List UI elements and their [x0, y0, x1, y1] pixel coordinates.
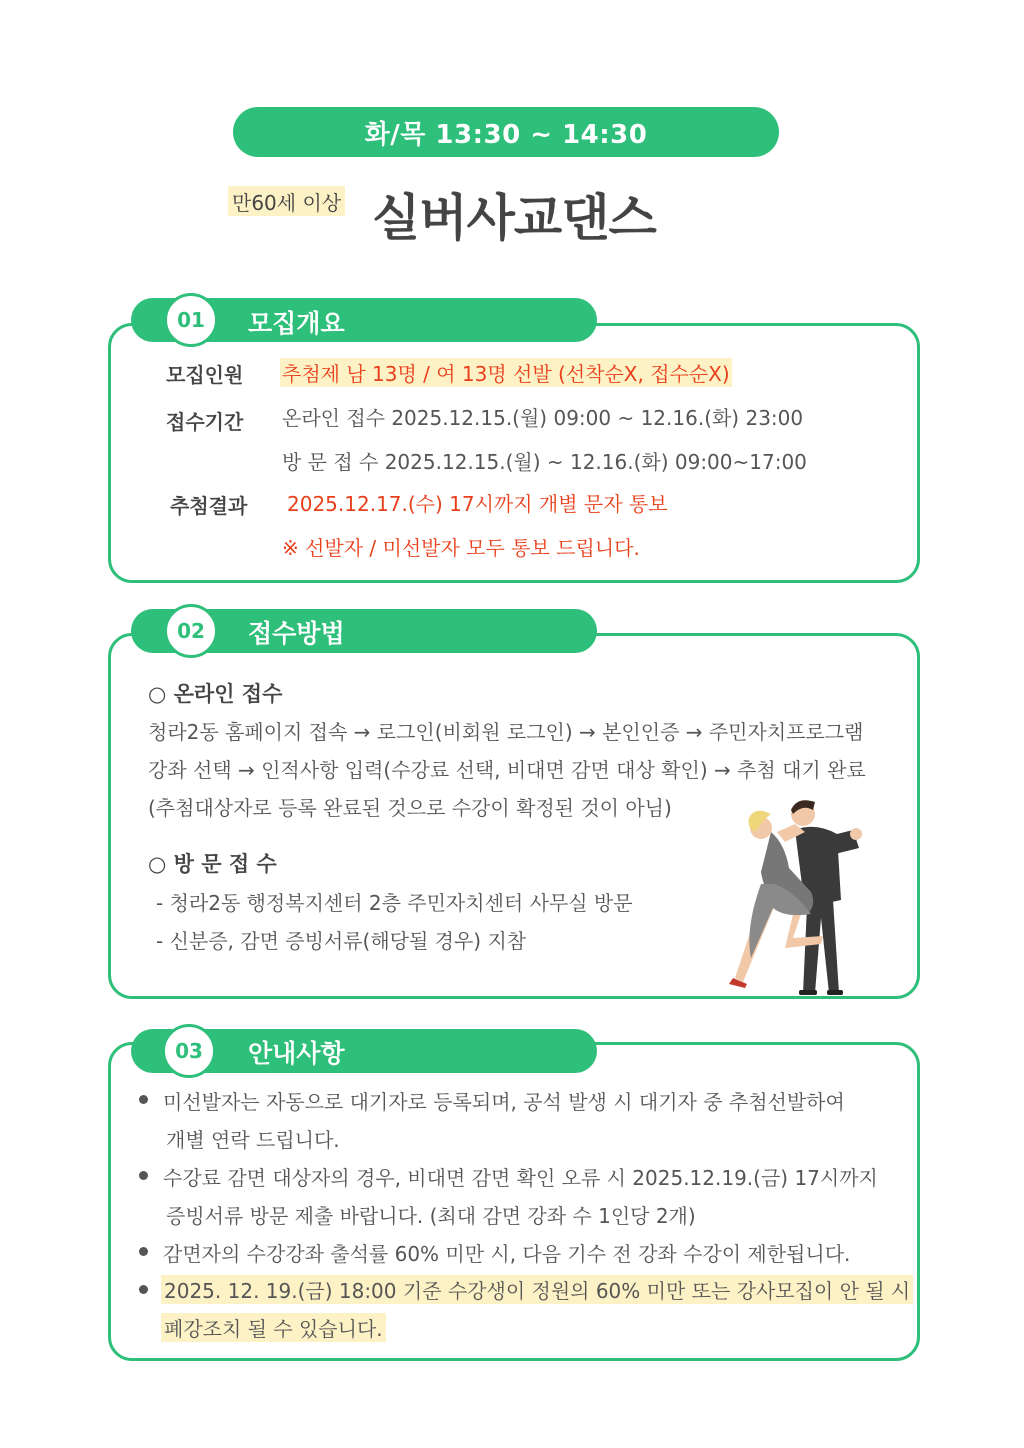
notice-line: 미선발자는 자동으로 대기자로 등록되며, 공석 발생 시 대기자 중 추첨선발하여	[163, 1090, 845, 1114]
period-online: 온라인 접수 2025.12.15.(월) 09:00 ~ 12.16.(화) 23:00	[282, 406, 804, 430]
bullet-dot	[139, 1247, 148, 1256]
bullet-dot	[139, 1285, 148, 1294]
age-badge: 만60세 이상	[228, 186, 345, 216]
period-label: 접수기간	[166, 410, 244, 434]
page-title: 실버사교댄스	[372, 189, 656, 247]
result-value: 2025.12.17.(수) 17시까지 개별 문자 통보	[287, 492, 668, 516]
online-apply-heading: ○ 온라인 접수	[148, 682, 283, 706]
bullet-dot	[139, 1095, 148, 1104]
section-title: 모집개요	[248, 309, 345, 338]
section-number-badge: 01	[164, 293, 218, 347]
visit-line: - 청라2동 행정복지센터 2층 주민자치센터 사무실 방문	[156, 891, 633, 915]
section-number-badge: 02	[164, 604, 218, 658]
recruit-value: 추첨제 남 13명 / 여 13명 선발 (선착순X, 접수순X)	[280, 358, 732, 387]
notice-line-highlight: 2025. 12. 19.(금) 18:00 기준 수강생이 정원의 60% 미만 또는 강사모집이 안 될 시	[161, 1275, 913, 1304]
section-title: 안내사항	[248, 1039, 345, 1068]
online-line: 청라2동 홈페이지 접속 → 로그인(비회원 로그인) → 본인인증 → 주민자치프로그램	[148, 720, 864, 744]
result-note: ※ 선발자 / 미선발자 모두 통보 드립니다.	[282, 536, 640, 560]
online-line: 강좌 선택 → 인적사항 입력(수강료 선택, 비대면 감면 대상 확인) → 추첨 대기 완료	[148, 758, 866, 782]
recruit-label: 모집인원	[166, 363, 244, 387]
notice-line: 수강료 감면 대상자의 경우, 비대면 감면 확인 오류 시 2025.12.19.(금) 17시까지	[163, 1166, 878, 1190]
notice-line: 개별 연락 드립니다.	[166, 1128, 340, 1152]
visit-apply-heading: ○ 방 문 접 수	[148, 852, 277, 876]
notice-line: 감면자의 수강강좌 출석률 60% 미만 시, 다음 기수 전 강좌 수강이 제한됩니다.	[163, 1242, 851, 1266]
bullet-dot	[139, 1171, 148, 1180]
section-title: 접수방법	[248, 619, 345, 648]
notice-line-highlight: 폐강조치 될 수 있습니다.	[161, 1313, 386, 1342]
period-visit: 방 문 접 수 2025.12.15.(월) ~ 12.16.(화) 09:00~17:00	[282, 450, 807, 474]
visit-line: - 신분증, 감면 증빙서류(해당될 경우) 지참	[156, 929, 527, 953]
section-number-badge: 03	[162, 1024, 216, 1078]
dancers-illustration	[725, 788, 875, 998]
schedule-banner: 화/목 13:30 ~ 14:30	[233, 107, 779, 157]
online-line: (추첨대상자로 등록 완료된 것으로 수강이 확정된 것이 아님)	[148, 796, 672, 820]
notice-line: 증빙서류 방문 제출 바랍니다. (최대 감면 강좌 수 1인당 2개)	[166, 1204, 696, 1228]
result-label: 추첨결과	[170, 494, 248, 518]
